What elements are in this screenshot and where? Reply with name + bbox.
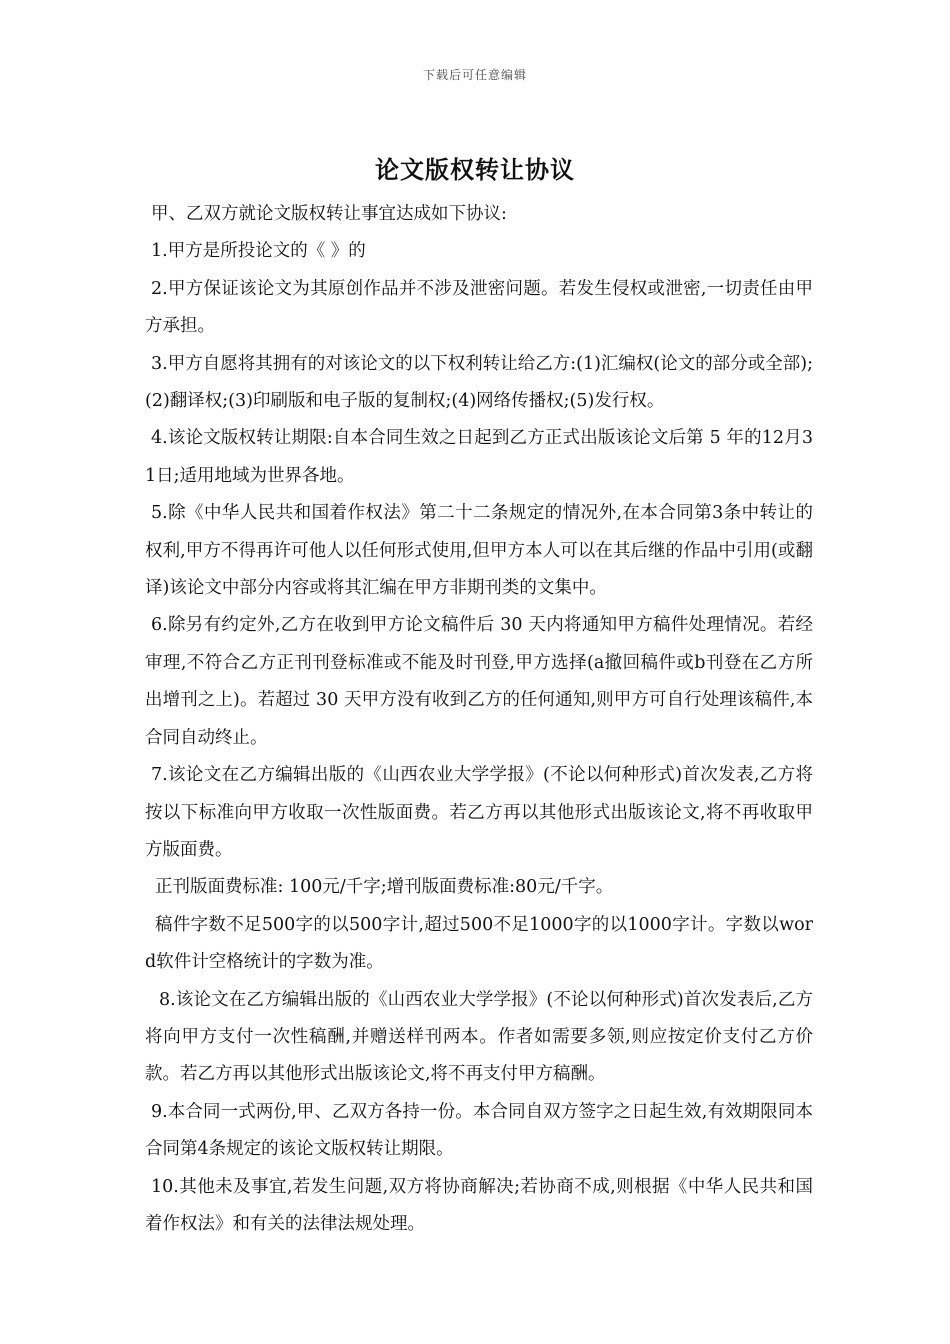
clause-7: 7.该论文在乙方编辑出版的《山西农业大学学报》(不论以何种形式)首次发表,乙方将按以下标准向甲方收取一次性版面费。若乙方再以其他形式出版该论文,将不再收取甲方版面费。 bbox=[145, 765, 813, 860]
fee-standard: 正刊版面费标准: 100元/千字;增刊版面费标准:80元/千字。 bbox=[155, 877, 614, 898]
clause-5: 5.除《中华人民共和国着作权法》第二十二条规定的情况外,在本合同第3条中转让的权利,甲方不得再许可他人以任何形式使用,但甲方本人可以在其后继的作品中引用(或翻译)该论文中部分内容或将其汇编在甲方非期刊类的文集中。 bbox=[145, 503, 813, 599]
clause-2: 2.甲方保证该论文为其原创作品并不涉及泄密问题。若发生侵权或泄密,一切责任由甲方承担。 bbox=[145, 278, 813, 337]
page-header-note: 下载后可任意编辑 bbox=[422, 68, 527, 82]
clause-3: 3.甲方自愿将其拥有的对该论文的以下权利转让给乙方:(1)汇编权(论文的部分或全部);(2)翻译权;(3)印刷版和电子版的复制权;(4)网络传播权;(5)发行权。 bbox=[145, 353, 813, 412]
clause-9: 9.本合同一式两份,甲、乙双方各持一份。本合同自双方签字之日起生效,有效期限同本合同第4条规定的该论文版权转让期限。 bbox=[145, 1101, 813, 1160]
word-count-rule: 稿件字数不足500字的以500字计,超过500不足1000字的以1000字计。字数以word软件计空格统计的字数为准。 bbox=[145, 914, 813, 973]
clause-1: 1.甲方是所投论文的《 》的 bbox=[151, 241, 366, 262]
intro-paragraph: 甲、乙双方就论文版权转让事宜达成如下协议: bbox=[151, 204, 507, 224]
document-body bbox=[145, 196, 813, 1243]
document-title: 论文版权转让协议 bbox=[375, 155, 575, 184]
clause-4: 4.该论文版权转让期限:自本合同生效之日起到乙方正式出版该论文后第 5 年的12月31日;适用地域为世界各地。 bbox=[145, 428, 813, 486]
clause-6: 6.除另有约定外,乙方在收到甲方论文稿件后 30 天内将通知甲方稿件处理情况。若经审理,不符合乙方正刊刊登标准或不能及时刊登,甲方选择(a撤回稿件或b刊登在乙方所出增刊之上)。若超过 30 天甲方没有收到乙方的任何通知,则甲方可自行处理该稿件,本合同自动终止。 bbox=[145, 615, 813, 748]
clause-10: 10.其他未及事宜,若发生问题,双方将协商解决;若协商不成,则根据《中华人民共和国着作权法》和有关的法律法规处理。 bbox=[145, 1176, 813, 1234]
clause-8: 8.该论文在乙方编辑出版的《山西农业大学学报》(不论以何种形式)首次发表后,乙方将向甲方支付一次性稿酬,并赠送样刊两本。作者如需要多领,则应按定价支付乙方价款。若乙方再以其他形式出版该论文,将不再支付甲方稿酬。 bbox=[145, 989, 813, 1085]
